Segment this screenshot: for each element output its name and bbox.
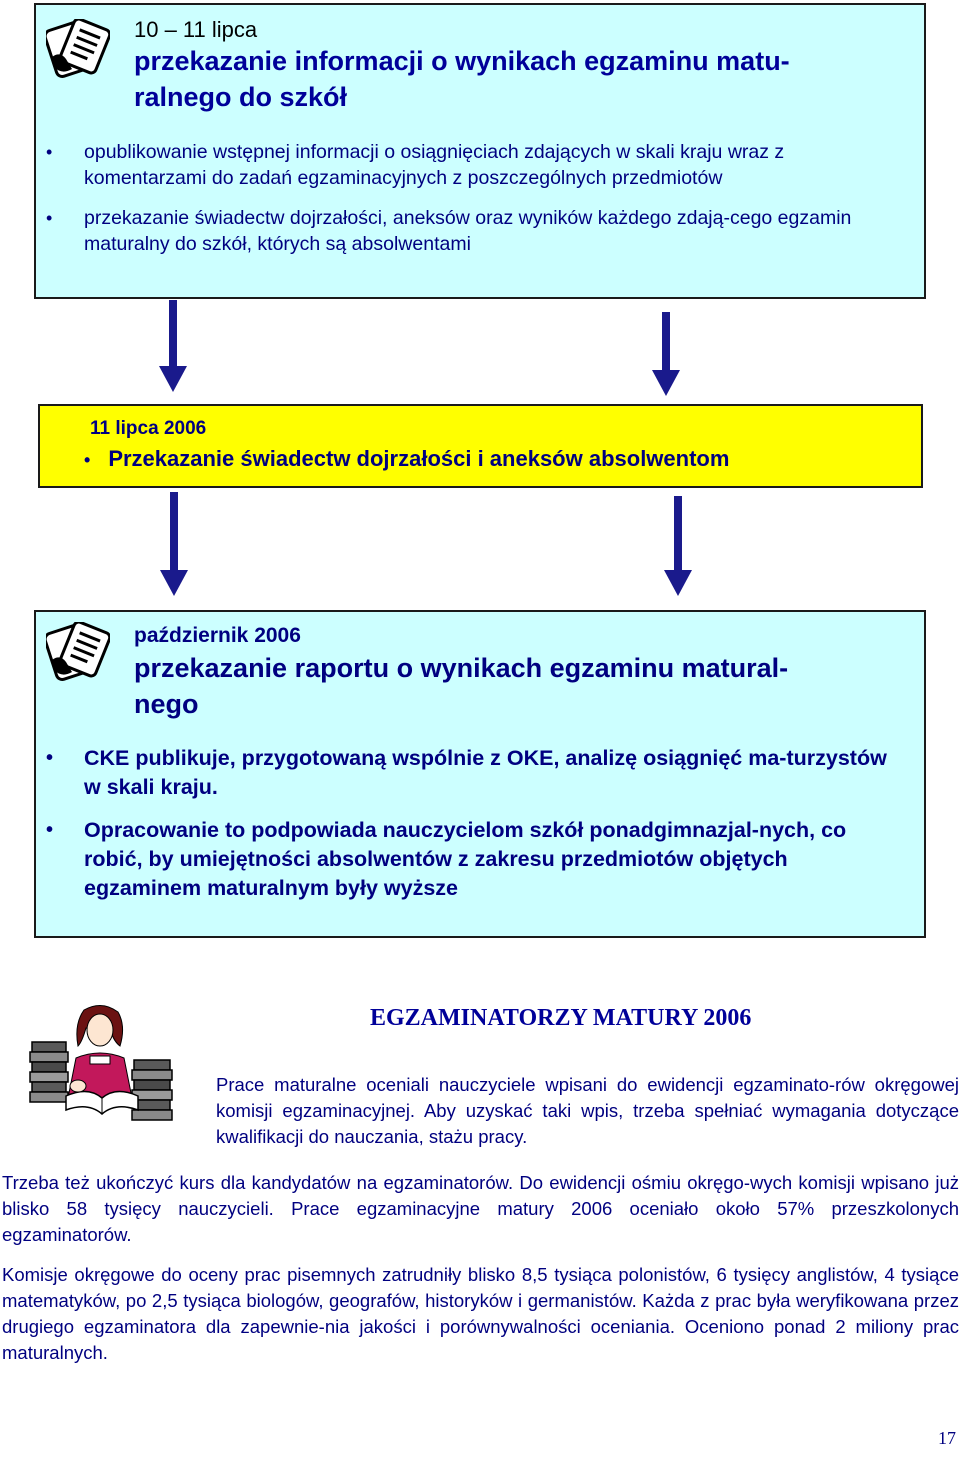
date-label: 10 – 11 lipca [134, 17, 258, 42]
bullet-list [42, 744, 904, 917]
document-hand-icon [46, 622, 110, 684]
down-arrow [664, 496, 692, 596]
box-title: przekazanie raportu o wynikach egzaminu matural- nego [134, 653, 789, 719]
paragraph: Prace maturalne oceniali nauczyciele wpisani do ewidencji egzaminato-rów okręgowej komisji egzaminacyjnej. Aby uzyskać taki wpis, trzeba spełniać wymagania dotyczące kwalifikacji do nauczania, stażu pracy. [216, 1074, 959, 1147]
section-heading: EGZAMINATORZY MATURY 2006 [370, 1005, 752, 1031]
paragraph: Trzeba też ukończyć kurs dla kandydatów na egzaminatorów. Do ewidencji ośmiu okręgo-wych komisji wpisano już blisko 58 tysięcy nauczycieli. Prace egzaminacyjne matury 2006 oceniało około 57% przeszkolonych egzaminatorów. [2, 1172, 959, 1245]
timeline-box-report [34, 610, 926, 938]
list-item: • Przekazanie świadectw dojrzałości i aneksów absolwentom [84, 446, 730, 471]
list-item: • Opracowanie to podpowiada nauczycielom szkół ponadgimnazjal-nych, co robić, by umiejętności absolwentów z zakresu przedmiotów objętych egzaminem maturalnym były wyższe [42, 816, 904, 903]
down-arrow [652, 312, 680, 398]
document-hand-icon [46, 19, 110, 81]
bullet-list [42, 139, 906, 271]
date-label: październik 2006 [134, 624, 301, 647]
date-label: 11 lipca 2006 [90, 418, 207, 439]
box-title: przekazanie informacji o wynikach egzaminu matu- ralnego do szkół [134, 46, 790, 112]
page-number: 17 [938, 1428, 956, 1448]
down-arrow [160, 492, 188, 596]
list-item: • CKE publikuje, przygotowaną wspólnie z OKE, analizę osiągnięć ma-turzystów w skali kraju. [42, 744, 904, 802]
teacher-reading-illustration [26, 1000, 176, 1130]
list-item: • przekazanie świadectw dojrzałości, aneksów oraz wyników każdego zdają-cego egzamin maturalny do szkół, których są absolwentami [42, 205, 906, 257]
timeline-box-july [34, 3, 926, 299]
list-item: • opublikowanie wstępnej informacji o osiągnięciach zdających w skali kraju wraz z komentarzami do zadań egzaminacyjnych z poszczególnych przedmiotów [42, 139, 906, 191]
timeline-box-diplomas [38, 404, 923, 488]
down-arrow [159, 300, 187, 392]
paragraph: Komisje okręgowe do oceny prac pisemnych zatrudniły blisko 8,5 tysiąca polonistów, 6 tysięcy anglistów, 4 tysiące matematyków, po 2,5 tysiąca biologów, geografów, historyków i germanistów. Każda z prac była weryfikowana przez drugiego egzaminatora dla zapewnie-nia jakości i porównywalności oceniania. Oceniono ponad 2 miliony prac maturalnych. [2, 1264, 959, 1363]
